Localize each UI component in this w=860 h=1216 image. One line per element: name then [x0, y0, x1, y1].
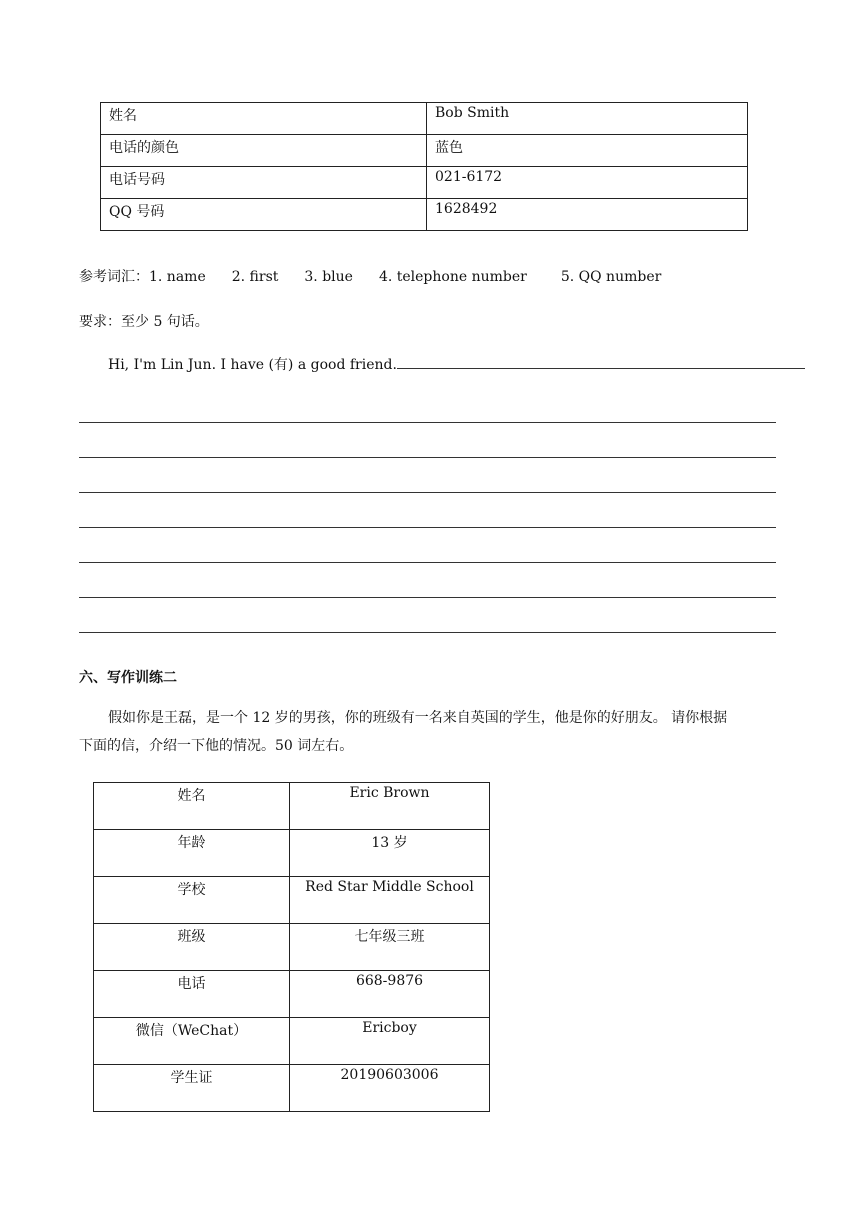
- table-row: [94, 971, 490, 1018]
- table-cell-value: 20190603006: [290, 1065, 490, 1112]
- table-cell-label: 班级: [94, 924, 290, 971]
- table-row: [94, 924, 490, 971]
- table-cell-value: 1628492: [427, 199, 748, 231]
- writing-line[interactable]: [79, 492, 776, 493]
- info-table-bob: [100, 102, 748, 231]
- table-cell-label: 电话的颜色: [101, 135, 427, 167]
- table-cell-value: 668-9876: [290, 971, 490, 1018]
- table-row: [101, 135, 748, 167]
- table-cell-label: 微信（WeChat）: [94, 1018, 290, 1065]
- table-row: [94, 877, 490, 924]
- vocab-prefix: 参考词汇：: [79, 269, 149, 285]
- table-cell-value: 蓝色: [427, 135, 748, 167]
- writing-line[interactable]: [79, 597, 776, 598]
- writing-line[interactable]: [79, 422, 776, 423]
- answer-blank[interactable]: [397, 354, 805, 369]
- table-cell-value: 13 岁: [290, 830, 490, 877]
- prompt-line: 假如你是王磊，是一个 12 岁的男孩，你的班级有一名来自英国的学生，他是你的好朋友。 请你根据: [108, 710, 728, 726]
- table-cell-label: 姓名: [101, 103, 427, 135]
- writing-line[interactable]: [79, 562, 776, 563]
- requirement-text: 要求：至少 5 句话。: [79, 314, 209, 330]
- table-row: [94, 1065, 490, 1112]
- vocab-item: 2. first: [231, 269, 279, 285]
- vocab-item: 4. telephone number: [378, 269, 527, 285]
- table-cell-label: 电话: [94, 971, 290, 1018]
- table-cell-label: 姓名: [94, 783, 290, 830]
- vocab-item: 3. blue: [304, 269, 353, 285]
- section-heading: 六、写作训练二: [79, 670, 177, 686]
- table-row: [101, 167, 748, 199]
- starter-text: Hi, I'm Lin Jun. I have (有) a good friend.: [108, 357, 397, 373]
- table-cell-label: 年龄: [94, 830, 290, 877]
- table-cell-label: 学校: [94, 877, 290, 924]
- table-cell-value: Red Star Middle School: [290, 877, 490, 924]
- table-cell-value: 021-6172: [427, 167, 748, 199]
- writing-line[interactable]: [79, 527, 776, 528]
- table-cell-value: 七年级三班: [290, 924, 490, 971]
- table-row: [101, 103, 748, 135]
- table-row: [94, 783, 490, 830]
- table-cell-label: 电话号码: [101, 167, 427, 199]
- table-row: [94, 1018, 490, 1065]
- starter-sentence: [108, 354, 805, 374]
- table-cell-label: 学生证: [94, 1065, 290, 1112]
- vocab-item: 5. QQ number: [560, 269, 662, 285]
- table-row: [94, 830, 490, 877]
- writing-line[interactable]: [79, 457, 776, 458]
- vocab-item: 1. name: [149, 269, 206, 285]
- table-row: [101, 199, 748, 231]
- vocab-list: [79, 266, 687, 286]
- table-cell-value: Bob Smith: [427, 103, 748, 135]
- info-table-eric: [93, 782, 490, 1112]
- table-cell-value: Eric Brown: [290, 783, 490, 830]
- table-cell-value: Ericboy: [290, 1018, 490, 1065]
- section-prompt: [79, 704, 789, 760]
- table-cell-label: QQ 号码: [101, 199, 427, 231]
- writing-line[interactable]: [79, 632, 776, 633]
- prompt-line: 下面的信，介绍一下他的情况。50 词左右。: [79, 738, 354, 754]
